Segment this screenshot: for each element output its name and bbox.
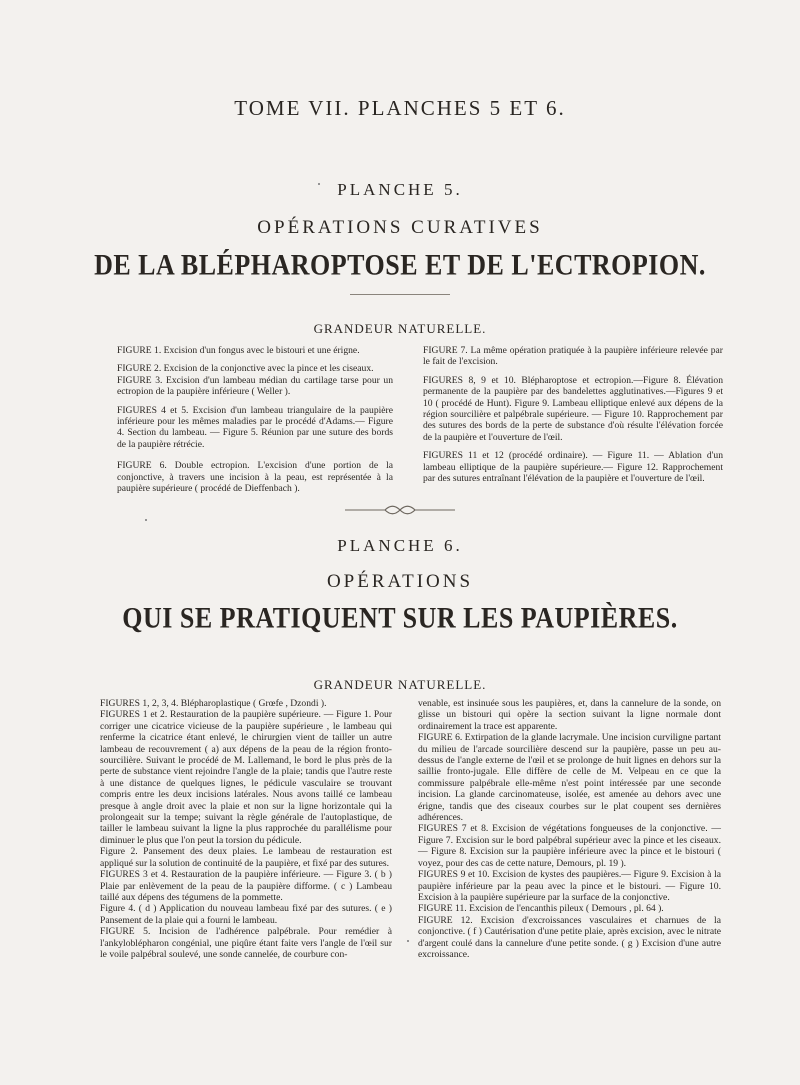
- figure-caption: FIGURE 3. Excision d'un lambeau médian du cartilage tarse pour un ectropion de la paupière inférieure ( Weller ).: [117, 374, 393, 398]
- figure-caption: FIGURE 7. La même opération pratiquée à la paupière inférieure relevée par le fait de l'excision.: [423, 345, 723, 368]
- figure-caption: Figure 2. Pansement des deux plaies. Le lambeau de restauration est appliqué sur la solution de continuité de la paupière, et fixé par des sutures.: [100, 846, 392, 869]
- figure-caption: venable, est insinuée sous les paupières, et, dans la cannelure de la sonde, on glisse un bistouri qui opère la section suivant la ligne normale dont ordinairement la trace est apparente.: [418, 698, 721, 732]
- ink-speck: [318, 183, 320, 185]
- plate-5-subtitle: OPÉRATIONS CURATIVES: [257, 217, 543, 238]
- figure-caption: FIGURES 4 et 5. Excision d'un lambeau triangulaire de la paupière inférieure pour les mêmes maladies par le procédé d'Adams.— Figure 4. Section du lambeau. — Figure 5. Réunion par une suture des bords de la paupière rétrécie.: [117, 404, 393, 450]
- ink-speck: [145, 519, 147, 521]
- figure-caption: FIGURE 5. Incision de l'adhérence palpébrale. Pour remédier à l'ankyloblépharon congénial, une piqûre étant faite vers l'angle de l'œil sur le voile palpébral soulevé, une sonde cannelée, de courbure con-: [100, 926, 392, 960]
- plate-5-scale: GRANDEUR NATURELLE.: [313, 321, 487, 336]
- figure-caption: FIGURES 8, 9 et 10. Blépharoptose et ectropion.—Figure 8. Élévation permanente de la paupière par des bandelettes agglutinatives.—Figures 9 et 10 ( procédé de Hunt). Figure 9. Lambeau elliptique enlevé aux dépens de la région sourcilière et palpébrale supérieure. — Figure 10. Rapprochement par des sutures des bords de la perte de substance d'où résulte l'élévation forcée de la paupière et l'ouverture de l'œil.: [423, 374, 723, 443]
- plate-6-left-column: [100, 698, 392, 960]
- volume-header: TOME VII. PLANCHES 5 ET 6.: [234, 96, 566, 120]
- plate-6-main-title: QUI SE PRATIQUENT SUR LES PAUPIÈRES.: [122, 601, 678, 635]
- plate-6-right-column: [418, 698, 721, 960]
- figure-caption: FIGURES 9 et 10. Excision de kystes des paupières.— Figure 9. Excision à la paupière inférieure par la peau avec la pince et le bistouri. — Figure 10. Excision à la paupière supérieure par la surface de la conjonctive.: [418, 869, 721, 903]
- plate-6-scale: GRANDEUR NATURELLE.: [313, 677, 487, 692]
- figure-caption: FIGURES 11 et 12 (procédé ordinaire). — Figure 11. — Ablation d'un lambeau elliptique de la paupière supérieure.— Figure 12. Rapprochement par des sutures entraînant l'élévation de la paupière et l'ouverture de l'œil.: [423, 450, 723, 485]
- figure-caption: FIGURES 3 et 4. Restauration de la paupière inférieure. — Figure 3. ( b ) Plaie par enlèvement de la peau de la paupière difforme. ( c ) Lambeau taillé aux dépens des tégumens de la pommette.: [100, 869, 392, 903]
- figure-caption: FIGURE 1. Excision d'un fongus avec le bistouri et une érigne.: [117, 345, 360, 356]
- plate-5-right-column: [423, 345, 723, 491]
- figure-caption: FIGURE 6. Double ectropion. L'excision d'une portion de la conjonctive, à travers une incision à la peau, est représentée à la paupière supérieure ( procédé de Dieffenbach ).: [117, 460, 393, 495]
- figure-caption: FIGURE 6. Extirpation de la glande lacrymale. Une incision curviligne partant du milieu de l'arcade sourcilière descend sur la paupière, passe un peu au-dessus de l'angle externe de l'œil et se prolonge de huit lignes en dehors sur la saillie fronto-jugale. Elle diffère de celle de M. Velpeau en ce que la commissure palpébrale elle-même n'est point intéressée par une seconde incision. La glande carcinomateuse, isolée, est amenée au dehors avec une érigne, tandis que des ciseaux courbes sur le plat coupent ses dernières adhérences.: [418, 732, 721, 824]
- figure-caption: FIGURE 2. Excision de la conjonctive avec la pince et les ciseaux.: [117, 363, 374, 375]
- figure-caption: Figure 4. ( d ) Application du nouveau lambeau fixé par des sutures. ( e ) Pansement de la plaie qui a fourni le lambeau.: [100, 903, 392, 926]
- plate-5-left-column: [117, 345, 393, 501]
- plate-5-main-title: DE LA BLÉPHAROPTOSE ET DE L'ECTROPION.: [94, 248, 706, 282]
- figure-caption: FIGURE 12. Excision d'excroissances vasculaires et charnues de la conjonctive. ( f ) Cautérisation d'une petite plaie, après excision, avec le nitrate d'argent coulé dans la cannelure d'une petite sonde. ( g ) Excision d'une autre excroissance.: [418, 914, 722, 960]
- plate-6-subtitle: OPÉRATIONS: [326, 571, 474, 592]
- plate-6-title: PLANCHE 6.: [337, 536, 463, 555]
- figure-caption: FIGURES 1, 2, 3, 4. Blépharoplastique ( Grœfe , Dzondi ).: [100, 698, 327, 709]
- ink-speck: [407, 940, 409, 942]
- figure-caption: FIGURE 11. Excision de l'encanthis pileux ( Demours , pl. 64 ).: [418, 903, 664, 915]
- figure-caption: FIGURES 1 et 2. Restauration de la paupière supérieure. — Figure 1. Pour corriger une cicatrice vicieuse de la paupière supérieure , le lambeau qui renferme la cicatrice étant enlevé, le chirurgien vient de tailler un autre lambeau de recouvrement ( a) aux dépens de la peau de la région fronto-sourcilière. Suivant le procédé de M. Lallemand, le bord le plus près de la perte de substance vient rejoindre l'angle de la plaie; tandis que l'autre reste à une distance de quelques lignes, le pédicule vasculaire se trouvant compris entre les deux incisions latérales. Nous avons taillé ce lambeau presque à angle droit avec la plaie et non sur la ligne horizontale qui la prolongeait sur la tempe; suivant la règle générale de l'autoplastique, de tailler le lambeau suivant la ligne la plus rapprochée du parallélisme pour diminuer le plus que l'on peut la torsion du pédicule.: [100, 709, 392, 846]
- fleuron-ornament: [345, 504, 455, 516]
- figure-caption: FIGURES 7 et 8. Excision de végétations fongueuses de la conjonctive. — Figure 7. Excision sur le bord palpébral supérieur avec la pince et les ciseaux. — Figure 8. Excision sur la paupière inférieure avec la pince et le bistouri ( voyez, pour des cas de cette nature, Demours, pl. 19 ).: [418, 823, 721, 869]
- plate-5-title: PLANCHE 5.: [337, 180, 463, 199]
- divider-rule: [350, 294, 450, 295]
